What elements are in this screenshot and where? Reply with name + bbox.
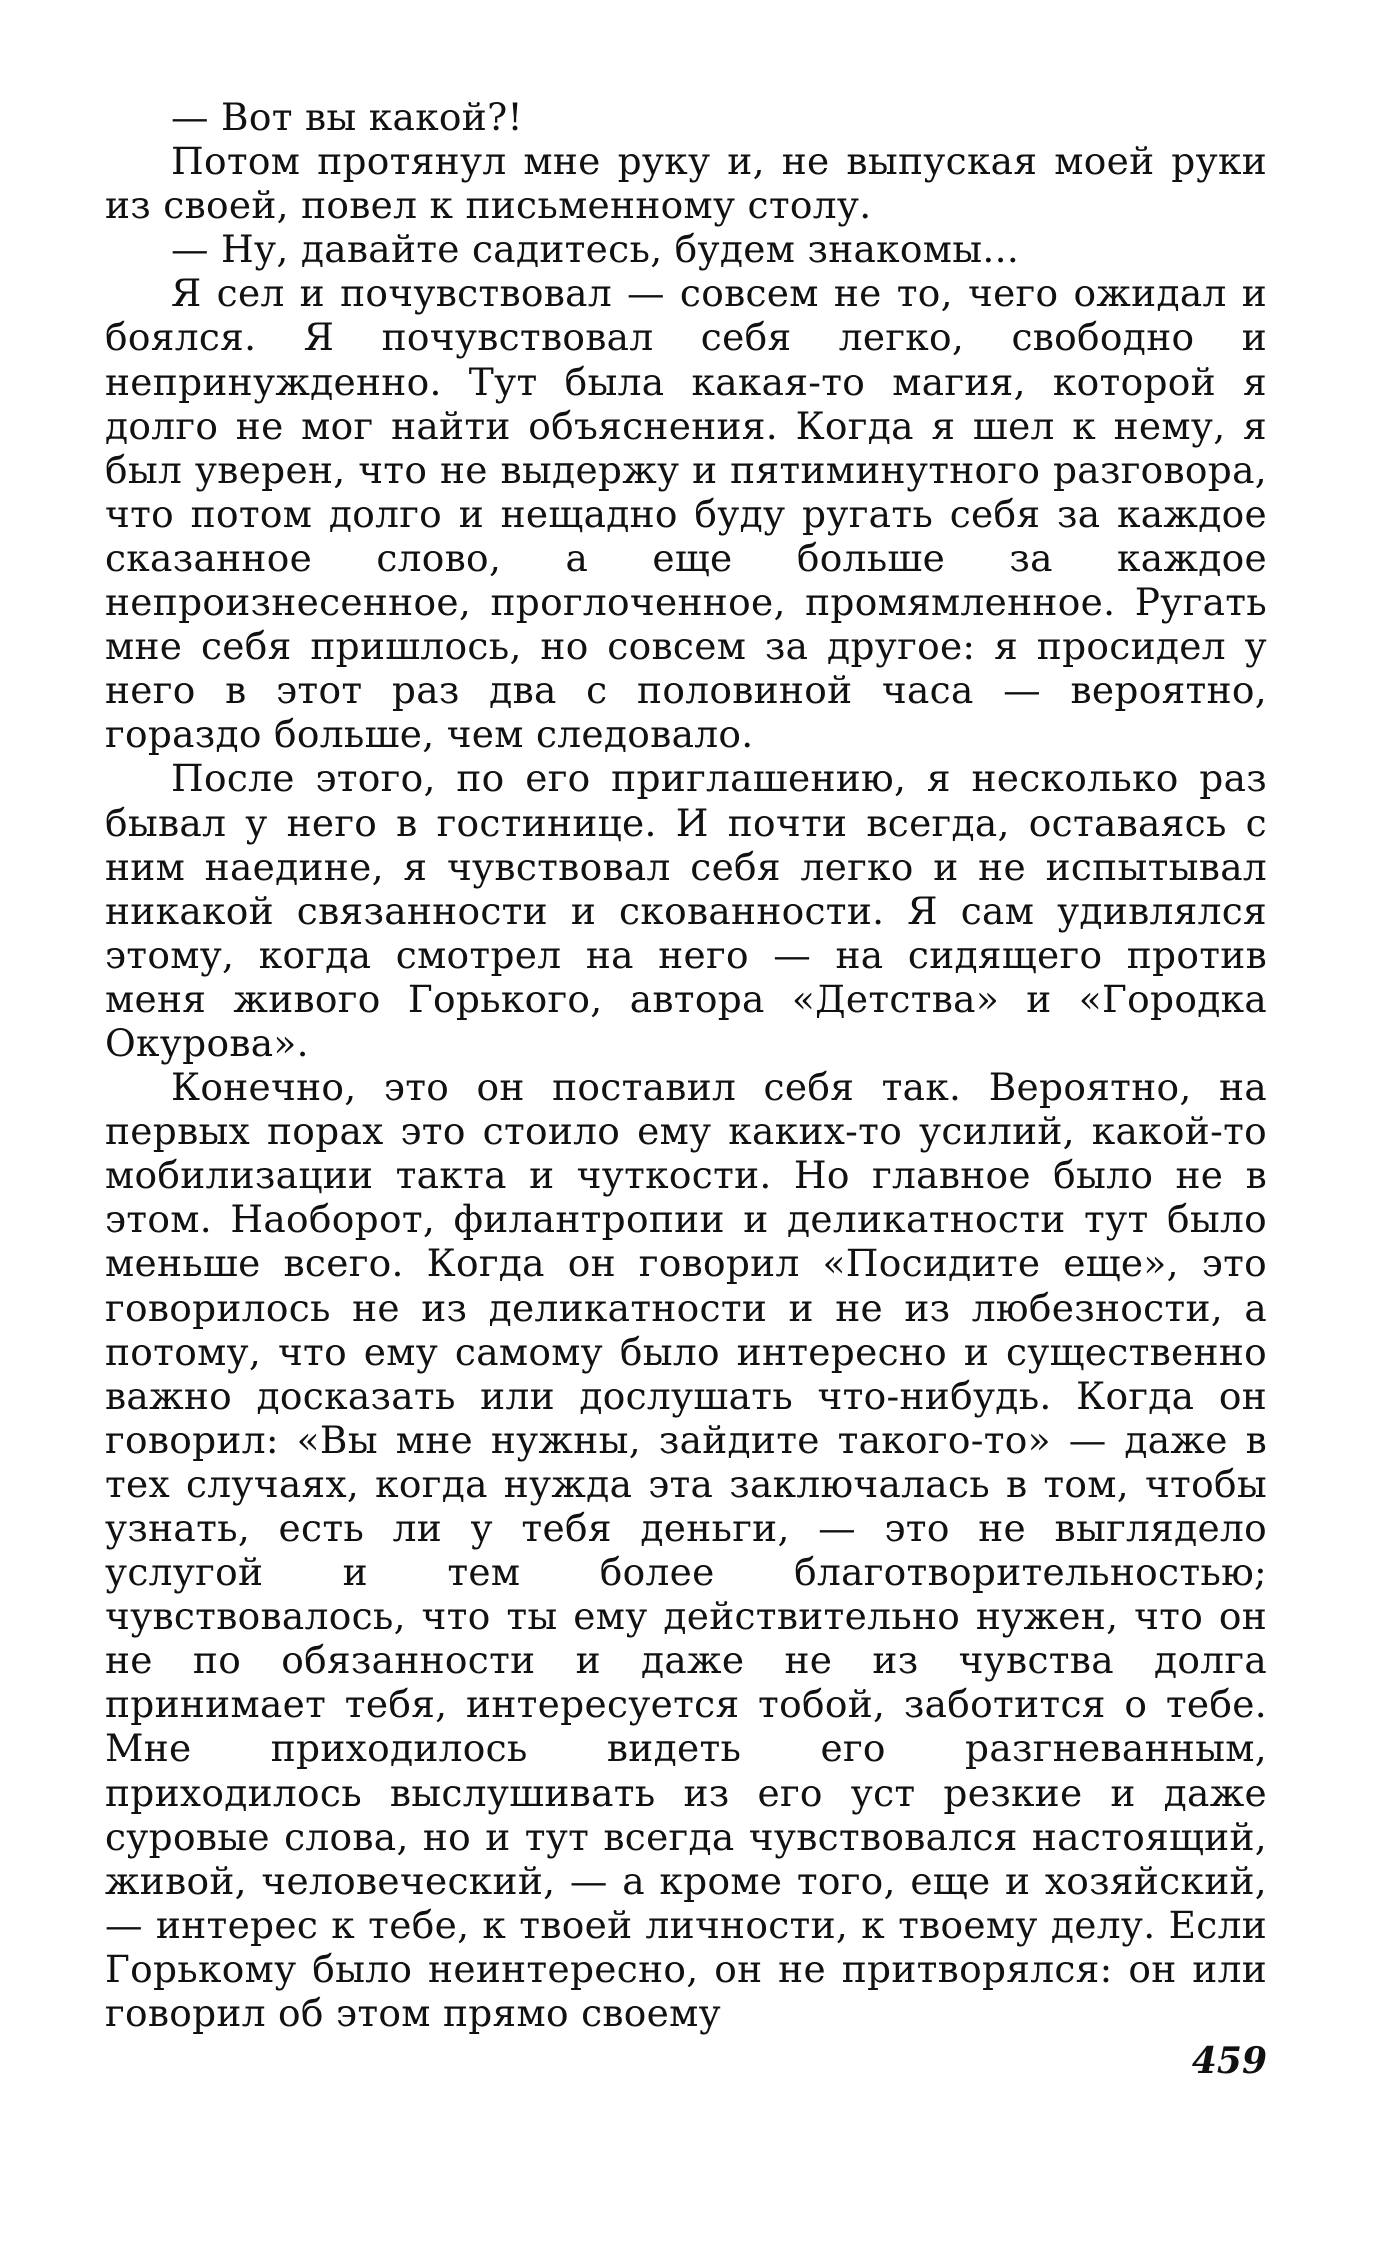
paragraph-2: Потом протянул мне руку и, не выпуская моей руки из своей, повел к письменному столу. [105,139,1267,228]
page-body [105,95,1267,2035]
paragraph-6: Конечно, это он поставил себя так. Вероятно, на первых порах это стоило ему каких-то усилий, какой-то мобилизации такта и чуткости. Но главное было не в этом. Наоборот, филантропии и деликатности тут было меньше всего. Когда он говорил «Посидите еще», это говорилось не из деликатности и не из любезности, а потому, что ему самому было интересно и существенно важно досказать или дослушать что-нибудь. Когда он говорил: «Вы мне нужны, зайдите такого-то» — даже в тех случаях, когда нужда эта заключалась в том, чтобы узнать, есть ли у тебя деньги, — это не выглядело услугой и тем более благотворительностью; чувствовалось, что ты ему действительно нужен, что он не по обязанности и даже не из чувства долга принимает тебя, интересуется тобой, заботится о тебе. Мне приходилось видеть его разгневанным, приходилось выслушивать из его уст резкие и даже суровые слова, но и тут всегда чувствовался настоящий, живой, человеческий, — а кроме того, еще и хозяйский, — интерес к тебе, к твоей личности, к твоему делу. Если Горькому было неинтересно, он не притворялся: он или говорил об этом прямо своему [105,1065,1267,2036]
paragraph-4: Я сел и почувствовал — совсем не то, чего ожидал и боялся. Я почувствовал себя легко, свободно и непринужденно. Тут была какая-то магия, которой я долго не мог найти объяснения. Когда я шел к нему, я был уверен, что не выдержу и пятиминутного разговора, что потом долго и нещадно буду ругать себя за каждое сказанное слово, а еще больше за каждое непроизнесенное, проглоченное, промямленное. Ругать мне себя пришлось, но совсем за другое: я просидел у него в этот раз два с половиной часа — вероятно, гораздо больше, чем следовало. [105,271,1267,757]
paragraph-1: — Вот вы какой?! [171,95,523,139]
paragraph-3: — Ну, давайте садитесь, будем знакомы... [171,227,1020,272]
page-number: 459 [1191,2040,1267,2082]
text-block [105,95,1267,2035]
paragraph-5: После этого, по его приглашению, я несколько раз бывал у него в гостинице. И почти всегда, оставаясь с ним наедине, я чувствовал себя легко и не испытывал никакой связанности и скованности. Я сам удивлялся этому, когда смотрел на него — на сидящего против меня живого Горького, автора «Детства» и «Городка Окурова». [105,756,1267,1065]
